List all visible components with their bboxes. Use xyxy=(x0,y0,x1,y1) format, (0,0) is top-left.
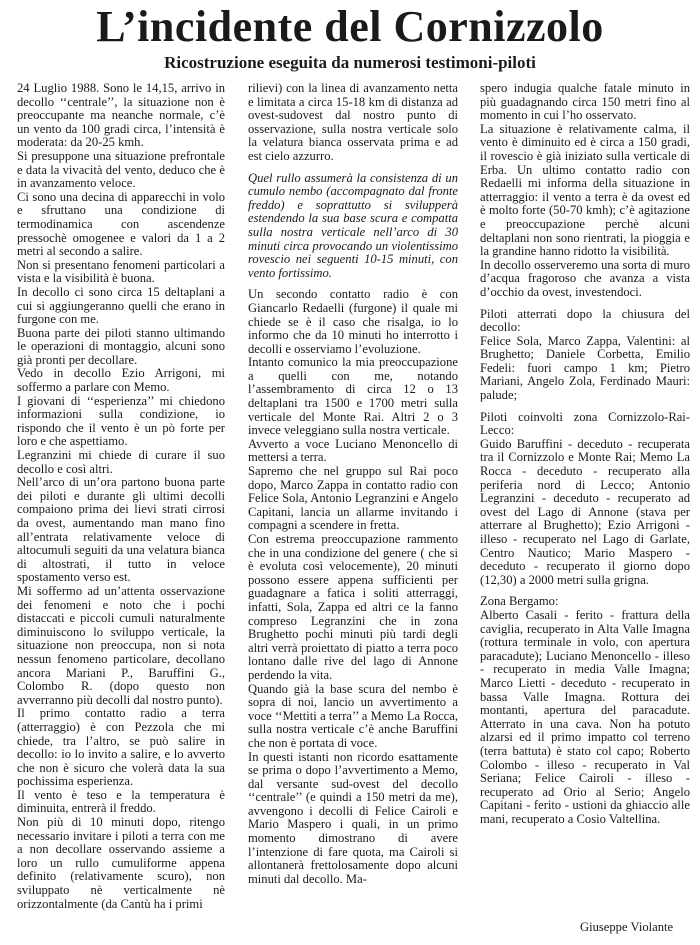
article-title: L’incidente del Cornizzolo xyxy=(96,2,604,51)
paragraph: Nell’arco di un’ora partono buona parte dei piloti e durante gli ultimi decolli compaiono prima dei lievi strati cirrosi da ovest, aumentando man mano fino all’entrata relativamente veloce di altocumuli seguiti da una velatura bianca di altostrati, il tutto in veloce spostamento verso est. xyxy=(17,475,225,585)
list-heading: Piloti atterrati dopo la chiusura del decollo: xyxy=(480,306,690,335)
paragraph: Un secondo contatto radio è con Giancarlo Redaelli (furgone) il quale mi chiede se è il caso che risalga, io lo informo che da 10 minuti ho interrotto i decolli e osserviamo l’evoluzione. xyxy=(248,287,458,356)
column-1 xyxy=(17,82,225,911)
paragraph: Vedo in decollo Ezio Arrigoni, mi soffermo a parlare con Memo. xyxy=(17,366,225,395)
paragraph: Mi soffermo ad un’attenta osservazione dei fenomeni e noto che i pochi distaccati e piccoli cumuli naturalmente diminuiscono lo sviluppo verticale, la situazione non preoccupa, non si nota nessun fenomeno particolare, decollano ancora Mariani P., Baruffini G., Colombo R. (dopo questo non avverranno più decolli dal nostro punto). xyxy=(17,583,225,707)
list-body: Felice Sola, Marco Zappa, Valentini: al Brughetto; Daniele Corbetta, Emilio Fedeli: fuori campo 1 km; Pietro Mariani, Angelo Zola, Ferdinado Mauri: palude; xyxy=(480,333,690,403)
paragraph: In decollo ci sono circa 15 deltaplani a cui si aggiungeranno quelli che erano in furgone con me. xyxy=(17,284,225,327)
paragraph: Legranzini mi chiede di curare il suo decollo e così altri. xyxy=(17,448,225,476)
paragraph: Sapremo che nel gruppo sul Rai poco dopo, Marco Zappa in contatto radio con Felice Sola, Antonio Legranzini e Angelo Capitani, lancia un allarme invitando i compagni a scendere in fretta. xyxy=(248,464,458,533)
paragraph: In questi istanti non ricordo esattamente se prima o dopo l’avvertimento a Memo, dal versante sud-ovest del decollo ‘‘centrale’’ (e quindi a 150 metri da me), avvengono i decolli di Felice Cairoli e Mario Maspero i quali, in un primo momento dimostrano di avere l’intenzione di fare quota, ma Cairoli si allontanerà frettolosamente dopo alcuni minuti dal decollo. Ma- xyxy=(248,749,458,886)
paragraph: Ci sono una decina di apparecchi in volo e sfruttano una condizione di termodinamica con ascendenze pressochè omogenee e valori da 1 a 2 metri al secondo a salire. xyxy=(17,189,225,259)
paragraph: Buona parte dei piloti stanno ultimando le operazioni di montaggio, alcuni sono già pronti per decollare. xyxy=(17,325,225,367)
paragraph: Il primo contatto radio a terra (atterraggio) è con Pezzola che mi chiede, tra l’altro, se può salire in decollo: io lo invito a salire, e lo avverto che non è sicuro che volerà data la sua pochissima esperienza. xyxy=(17,706,225,789)
column-2 xyxy=(248,82,458,886)
list-heading: Zona Bergamo: xyxy=(480,594,559,609)
paragraph: rilievi) con la linea di avanzamento netta e limitata a circa 15-18 km di distanza ad ovest-sudovest dal nostro punto di osservazione, sulla nostra verticale solo la velatura bianca osservata prima e ad est cielo azzurro. xyxy=(248,81,458,163)
paragraph: I giovani di ‘‘esperienza’’ mi chiedono informazioni sulla condizione, io rispondo che il vento è un pò forte per loro e che aspettiamo. xyxy=(17,393,225,449)
article-subtitle: Ricostruzione eseguita da numerosi testimoni-piloti xyxy=(164,53,536,72)
paragraph: La situazione è relativamente calma, il vento è diminuito ed è circa a 150 gradi, il rovescio è già iniziato sulla verticale di Erba. Un ultimo contatto radio con Redaelli mi informa della situazione in atterraggio: il vento a terra è da ovest ed è molto forte (50-70 kmh); c’è agitazione e preoccupazione perchè alcuni deltaplani non sono rientrati, la pioggia e la grandine hanno ridotto la visibilità. xyxy=(480,121,690,259)
paragraph: Non più di 10 minuti dopo, ritengo necessario invitare i piloti a terra con me a non decollare osservando assieme a loro un rullo cumuliforme appena definito (relativamente scuro), non sviluppato nè verticalmente nè orizzontalmente (da Cantù ha i primi xyxy=(17,815,225,911)
paragraph: 24 Luglio 1988. Sono le 14,15, arrivo in decollo ‘‘centrale’’, la situazione non è preoccupante ma neanche normale, c’è un vento da 100 gradi circa, l’intensità è moderata: da 20-25 kmh. xyxy=(17,81,225,150)
column-3 xyxy=(480,82,690,826)
list-body: Alberto Casali - ferito - frattura della caviglia, recuperato in Alta Valle Imagna (rottura terminale in volo, con apertura paracadute); Luciano Menoncello - illeso - recuperato in media Valle Imagna; Marco Lietti - deceduto - recuperato in bassa Valle Imagna. Rottura dei montanti, apertura del paracadute. Atterrato in una cava. Non ha potuto alzarsi ed il primo impatto col terreno (terra battuta) è stato col capo; Roberto Colombo - illeso - recuperato in Val Seriana; Felice Cairoli - illeso - recuperato ad Orio al Serio; Angelo Capitani - ferito - ustioni da ghiaccio alle mani, recuperato a Cosio Valtellina. xyxy=(480,607,690,826)
paragraph: Si presuppone una situazione prefrontale e data la vivacità del vento, deduco che è in avanzamento veloce. xyxy=(17,148,225,191)
paragraph: Avverto a voce Luciano Menoncello di mettersi a terra. xyxy=(248,436,458,465)
italic-paragraph: Quel rullo assumerà la consistenza di un cumulo nembo (accompagnato dal fronte freddo) e soprattutto si svilupperà estendendo la sua base scura e compatta sulla nostra verticale nell’arco di 30 minuti circa provocando un violentissimo rovescio nei seguenti 10-15 minuti, con vento fortissimo. xyxy=(248,170,458,280)
paragraph: Il vento è teso e la temperatura è diminuita, entrerà il freddo. xyxy=(17,787,225,816)
list-body: Guido Baruffini - deceduto - recuperata tra il Cornizzolo e Monte Rai; Memo La Rocca - deceduto - recuperato alla periferia nord di Lecco; Antonio Legranzini - deceduto - recuperato ad ovest del Lago di Annone (stava per atterrare al Brughetto); Ezio Arrigoni - illeso - recuperato nel Lago di Garlate, Centro Nautico; Mario Maspero - deceduto - recuperato il giorno dopo (12,30) a 2000 metri sulla grigna. xyxy=(480,436,690,587)
list-heading: Piloti coinvolti zona Cornizzolo-Rai-Lecco: xyxy=(480,409,690,438)
paragraph: In decollo osserveremo una sorta di muro d’acqua fragoroso che avanza a vista d’occhio da ovest, investendoci. xyxy=(480,257,690,299)
paragraph: Intanto comunico la mia preoccupazione a quelli con me, notando l’assembramento di circa 12 o 13 deltaplani tra 1500 e 1700 metri sulla verticale del Monte Rai. Altri 2 o 3 invece veleggiano sulla nostra verticale. xyxy=(248,355,458,438)
paragraph: Quando già la base scura del nembo è sopra di noi, lancio un avvertimento a voce ‘‘Mettiti a terra’’ a Memo La Rocca, sulla nostra verticale c’è anche Baruffini che non è portata di voce. xyxy=(248,681,458,750)
paragraph: Con estrema preoccupazione rammento che in una condizione del genere ( che si è evoluta così velocemente), 20 minuti possono essere appena sufficienti per guadagnare a fatica i soliti atterraggi, infatti, Sola, Zappa ed altri ce la fanno compreso Legranzini che in zona Brughetto pochi minuti più tardi degli altri verrà proiettato di piatto a terra poco lontano dalle rive del lago di Annone perdendo la vita. xyxy=(248,532,458,682)
paragraph: spero indugia qualche fatale minuto in più guadagnando circa 150 metri fino al momento in cui l’ho osservato. xyxy=(480,81,690,123)
author-signature: Giuseppe Violante xyxy=(580,920,674,934)
paragraph: Non si presentano fenomeni particolari a vista e la visibilità è buona. xyxy=(17,257,225,286)
